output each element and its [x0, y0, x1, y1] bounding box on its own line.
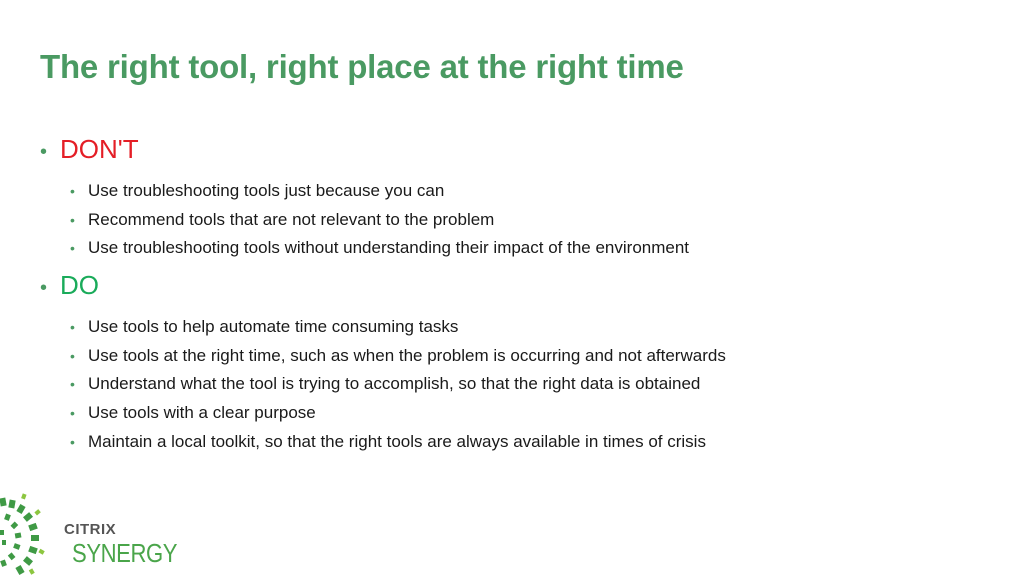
list-item-text: Use tools to help automate time consuming tasks [88, 317, 459, 336]
list-item-text: Use troubleshooting tools just because you can [88, 181, 445, 200]
citrix-brand: CITRIX [64, 521, 117, 538]
bullet-icon: • [70, 405, 75, 422]
list-item-text: Maintain a local toolkit, so that the right tools are always available in times of crisis [88, 431, 706, 451]
dont-list [40, 177, 689, 263]
dont-heading-row [40, 134, 689, 167]
bullet-icon: • [40, 277, 48, 299]
bullet-icon: • [70, 319, 75, 335]
list-item [70, 313, 726, 342]
list-item-text: Use tools with a clear purpose [88, 403, 316, 423]
list-item [70, 428, 726, 457]
list-item-text: Use tools at the right time, such as when the problem is occurring and not afterwards [88, 345, 726, 365]
list-item-text: Recommend tools that are not relevant to the problem [88, 209, 495, 229]
list-item [70, 342, 726, 371]
bullet-icon: • [70, 376, 75, 393]
do-list [40, 313, 726, 457]
do-heading-row [40, 270, 726, 303]
do-heading: DO [60, 270, 99, 300]
list-item-text: Use troubleshooting tools without understanding their impact of the environment [88, 238, 690, 258]
dont-heading: DON'T [60, 134, 139, 164]
bullet-icon: • [40, 141, 48, 163]
bullet-icon: • [70, 240, 75, 257]
list-item [70, 370, 726, 399]
list-item [70, 399, 726, 428]
list-item-text: Understand what the tool is trying to accomplish, so that the right data is obtained [88, 374, 701, 394]
bullet-icon: • [70, 211, 75, 228]
list-item [70, 206, 689, 235]
bullet-icon: • [70, 433, 75, 450]
bullet-icon: • [70, 183, 75, 199]
dont-section [40, 134, 689, 263]
synergy-product: SYNERGY [72, 538, 178, 568]
slide-title: The right tool, right place at the right time [40, 48, 684, 85]
do-section [40, 270, 726, 457]
list-item [70, 234, 689, 263]
list-item [70, 177, 689, 206]
bullet-icon: • [70, 347, 75, 364]
